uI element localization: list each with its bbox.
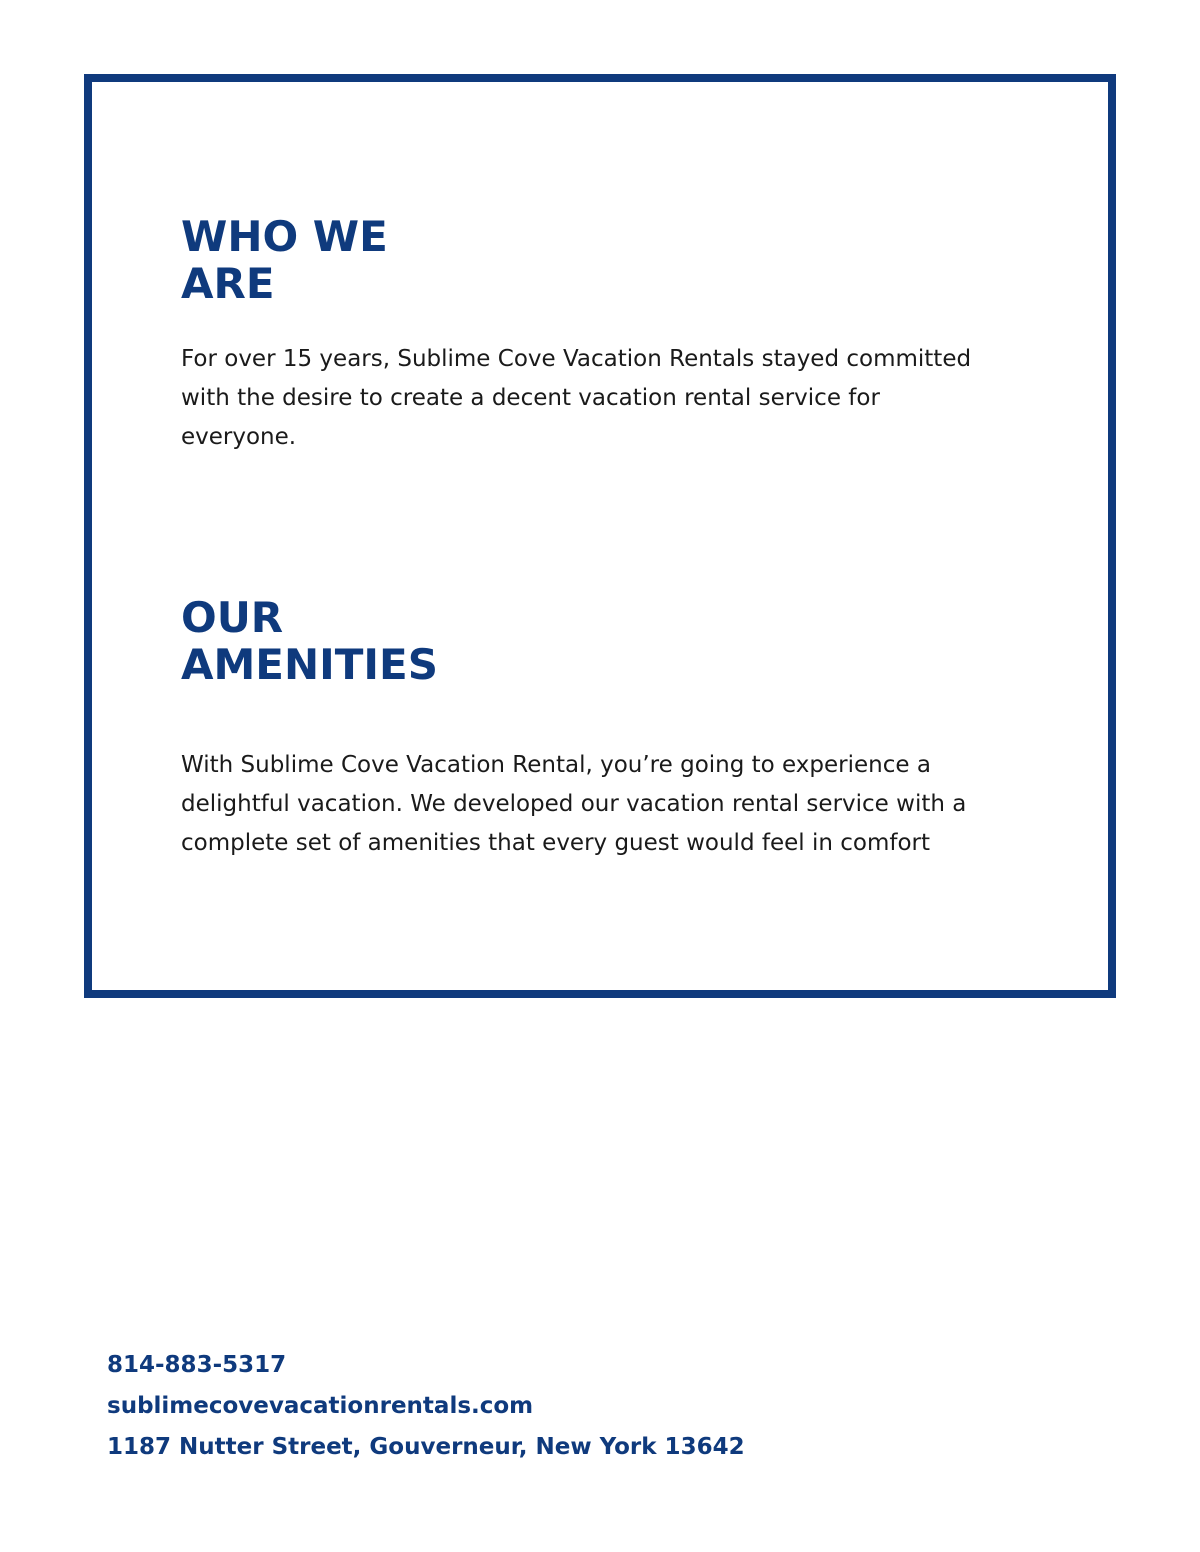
street-address: 1187 Nutter Street, Gouverneur, New York 13642 — [107, 1434, 745, 1460]
our-amenities-heading — [181, 594, 438, 688]
text-line: everyone. — [181, 424, 297, 450]
text-line: For over 15 years, Sublime Cove Vacation Rentals stayed committed — [181, 346, 972, 372]
heading-line: AMENITIES — [181, 640, 438, 689]
phone-number: 814-883-5317 — [107, 1352, 287, 1378]
who-we-are-text — [181, 340, 971, 457]
website-link[interactable]: sublimecovevacationrentals.com — [107, 1393, 534, 1419]
text-line: With Sublime Cove Vacation Rental, you’re going to experience a — [181, 752, 931, 778]
who-we-are-heading — [181, 213, 388, 307]
text-line: with the desire to create a decent vacation rental service for — [181, 385, 880, 411]
heading-line: OUR — [181, 593, 284, 642]
contact-block — [107, 1345, 745, 1468]
our-amenities-text — [181, 746, 966, 863]
text-line: delightful vacation. We developed our vacation rental service with a — [181, 791, 967, 817]
heading-line: ARE — [181, 259, 275, 308]
heading-line: WHO WE — [181, 212, 388, 261]
text-line: complete set of amenities that every guest would feel in comfort — [181, 830, 931, 856]
